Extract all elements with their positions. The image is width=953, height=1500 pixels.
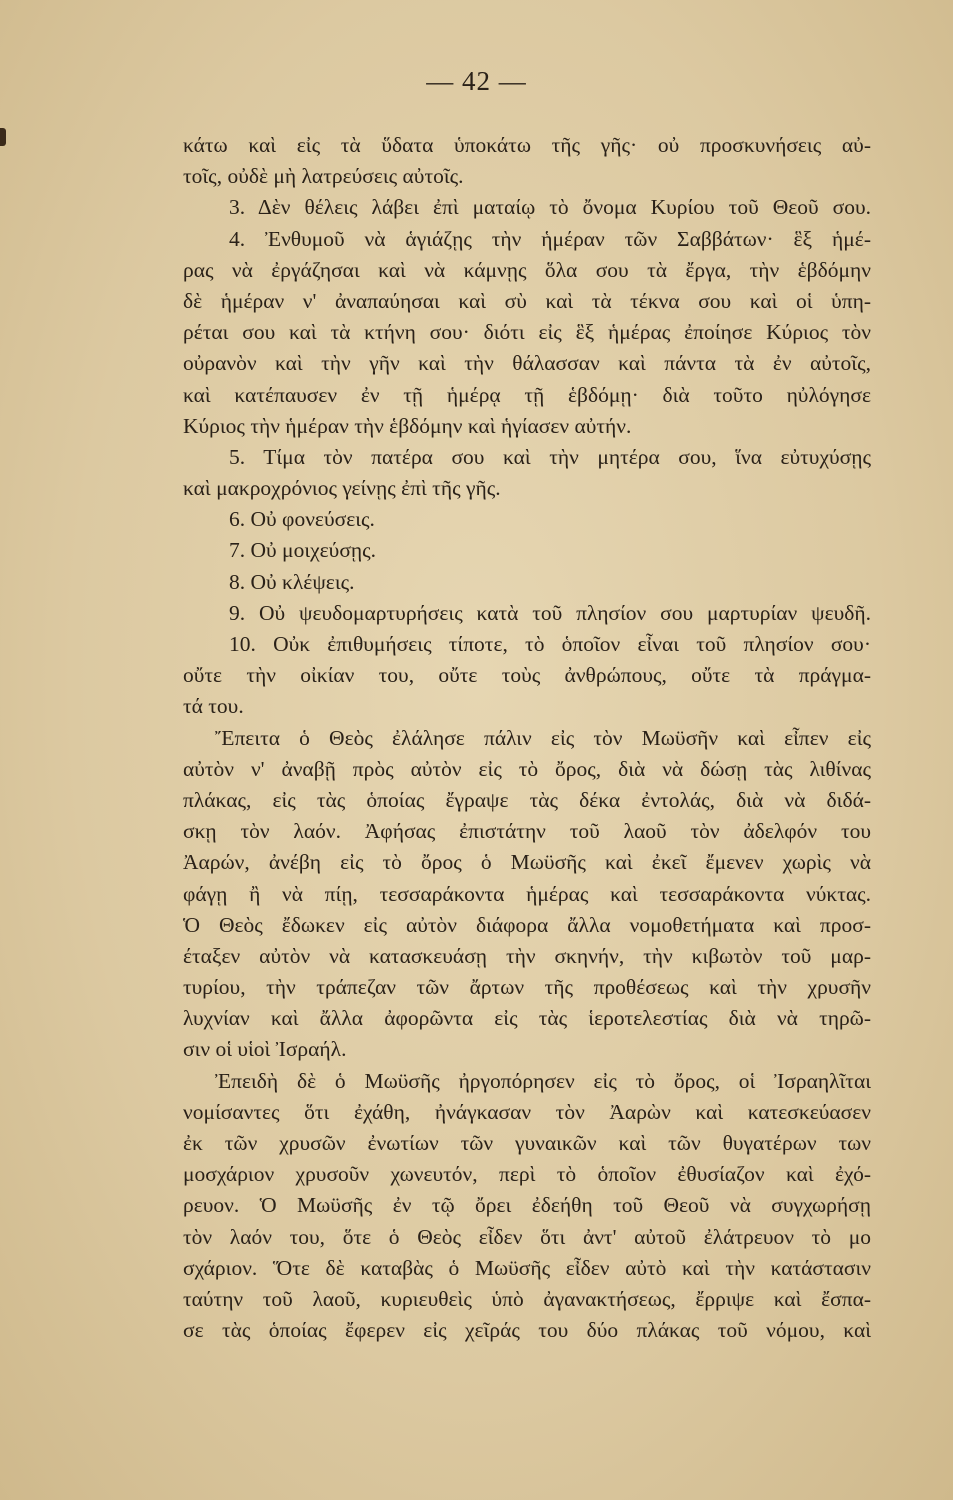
text-line: κάτω καὶ εἰς τὰ ὕδατα ὑποκάτω τῆς γῆς· οὐ προσκυνήσεις αὐ- — [183, 133, 871, 157]
text-line: καὶ μακροχρόνιος γείνῃς ἐπὶ τῆς γῆς. — [183, 476, 501, 501]
text-line: ρέται σου καὶ τὰ κτήνη σου· διότι εἰς ἓξ ἡμέρας ἐποίησε Κύριος τὸν — [183, 320, 871, 345]
text-line: σκῃ τὸν λαόν. Ἀφήσας ἐπιστάτην τοῦ λαοῦ τὸν ἀδελφόν του — [183, 819, 871, 844]
text-line: φάγῃ ἢ νὰ πίῃ, τεσσαράκοντα ἡμέρας καὶ τεσσαράκοντα νύκτας. — [183, 881, 871, 906]
text-line: έταξεν αὐτὸν νὰ κατασκευάσῃ τὴν σκηνήν, τὴν κιβωτὸν τοῦ μαρ- — [183, 943, 871, 968]
text-line: 4. Ἐνθυμοῦ νὰ ἁγιάζῃς τὴν ἡμέραν τῶν Σαββάτων· ἓξ ἡμέ- — [229, 226, 871, 251]
text-line: τοῖς, οὐδὲ μὴ λατρεύσεις αὐτοῖς. — [183, 164, 464, 189]
text-line: 6. Οὐ φονεύσεις. — [229, 507, 375, 532]
text-line: Ἔπειτα ὁ Θεὸς ἐλάλησε πάλιν εἰς τὸν Μωϋσῆν καὶ εἶπεν εἰς — [215, 725, 871, 750]
text-line: σε τὰς ὁποίας ἔφερεν εἰς χεῖράς του δύο πλάκας τοῦ νόμου, καὶ — [183, 1318, 871, 1343]
text-line: Ὁ Θεὸς ἔδωκεν εἰς αὐτὸν διάφορα ἄλλα νομοθετήματα καὶ προσ- — [183, 912, 871, 937]
text-line: σιν οἱ υἱοὶ Ἰσραήλ. — [183, 1037, 347, 1062]
text-line: σχάριον. Ὅτε δὲ καταβὰς ὁ Μωϋσῆς εἶδεν αὐτὸ καὶ τὴν κατάστασιν — [183, 1255, 871, 1280]
text-line: τά του. — [183, 694, 244, 719]
margin-mark — [0, 128, 6, 146]
text-line: λυχνίαν καὶ ἄλλα ἀφορῶντα εἰς τὰς ἱεροτελεστίας διὰ νὰ τηρῶ- — [183, 1006, 871, 1031]
text-line: Κύριος τὴν ἡμέραν τὴν ἑβδόμην καὶ ἡγίασεν αὐτήν. — [183, 413, 632, 438]
text-line: 7. Οὐ μοιχεύσῃς. — [229, 538, 377, 563]
text-line: 5. Τίμα τὸν πατέρα σου καὶ τὴν μητέρα σου, ἵνα εὐτυχύσῃς — [229, 444, 871, 469]
text-line: καὶ κατέπαυσεν ἐν τῇ ἡμέρᾳ τῇ ἑβδόμῃ· διὰ τοῦτο ηὐλόγησε — [183, 382, 871, 407]
text-line: 9. Οὐ ψευδομαρτυρήσεις κατὰ τοῦ πλησίον σου μαρτυρίαν ψευδῆ. — [229, 600, 871, 625]
text-line: δὲ ἡμέραν ν' ἀναπαύησαι καὶ σὺ καὶ τὰ τέκνα σου καὶ οἱ ὑπη- — [183, 288, 871, 313]
text-line: τυρίου, τὴν τράπεζαν τῶν ἄρτων τῆς προθέσεως καὶ τὴν χρυσῆν — [183, 975, 871, 1000]
body-text — [183, 130, 871, 1346]
page-number: — 42 — — [426, 66, 527, 96]
text-line: πλάκας, εἰς τὰς ὁποίας ἔγραψε τὰς δέκα ἐντολάς, διὰ νὰ διδά- — [183, 787, 871, 812]
text-line: Ἐπειδὴ δὲ ὁ Μωϋσῆς ἠργοπόρησεν εἰς τὸ ὄρος, οἱ Ἰσραηλῖται — [215, 1068, 871, 1093]
text-line: ἐκ τῶν χρυσῶν ἐνωτίων τῶν γυναικῶν καὶ τῶν θυγατέρων των — [183, 1131, 871, 1155]
text-line: τὸν λαόν του, ὅτε ὁ Θεὸς εἶδεν ὅτι ἀντ' αὐτοῦ ἐλάτρευον τὸ μο — [183, 1224, 871, 1249]
text-line: ταύτην τοῦ λαοῦ, κυριευθεὶς ὑπὸ ἀγανακτήσεως, ἔρριψε καὶ ἔσπα- — [183, 1286, 871, 1311]
text-line: αὐτὸν ν' ἀναβῇ πρὸς αὐτὸν εἰς τὸ ὄρος, διὰ νὰ δώσῃ τὰς λιθίνας — [183, 756, 871, 781]
text-line: οὐρανὸν καὶ τὴν γῆν καὶ τὴν θάλασσαν καὶ πάντα τὰ ἐν αὐτοῖς, — [183, 351, 871, 376]
text-line: μοσχάριον χρυσοῦν χωνευτόν, περὶ τὸ ὁποῖον ἐθυσίαζον καὶ ἐχό- — [183, 1162, 871, 1187]
text-line: ρευον. Ὁ Μωϋσῆς ἐν τῷ ὄρει ἐδεήθη τοῦ Θεοῦ νὰ συγχωρήσῃ — [183, 1193, 871, 1218]
text-line: οὔτε τὴν οἰκίαν του, οὔτε τοὺς ἀνθρώπους, οὔτε τὰ πράγμα- — [183, 663, 871, 688]
text-line: ρας νὰ ἐργάζησαι καὶ νὰ κάμνῃς ὅλα σου τὰ ἔργα, τὴν ἑβδόμην — [183, 257, 871, 282]
text-line: 3. Δὲν θέλεις λάβει ἐπὶ ματαίῳ τὸ ὄνομα Κυρίου τοῦ Θεοῦ σου. — [229, 195, 871, 220]
text-line: νομίσαντες ὅτι ἐχάθη, ἠνάγκασαν τὸν Ἀαρὼν καὶ κατεσκεύασεν — [183, 1099, 871, 1124]
text-line: Ἀαρών, ἀνέβη εἰς τὸ ὄρος ὁ Μωϋσῆς καὶ ἐκεῖ ἔμενεν χωρὶς νὰ — [183, 850, 871, 875]
text-line: 10. Οὐκ ἐπιθυμήσεις τίποτε, τὸ ὁποῖον εἶναι τοῦ πλησίον σου· — [229, 632, 871, 656]
text-line: 8. Οὐ κλέψεις. — [229, 569, 355, 594]
